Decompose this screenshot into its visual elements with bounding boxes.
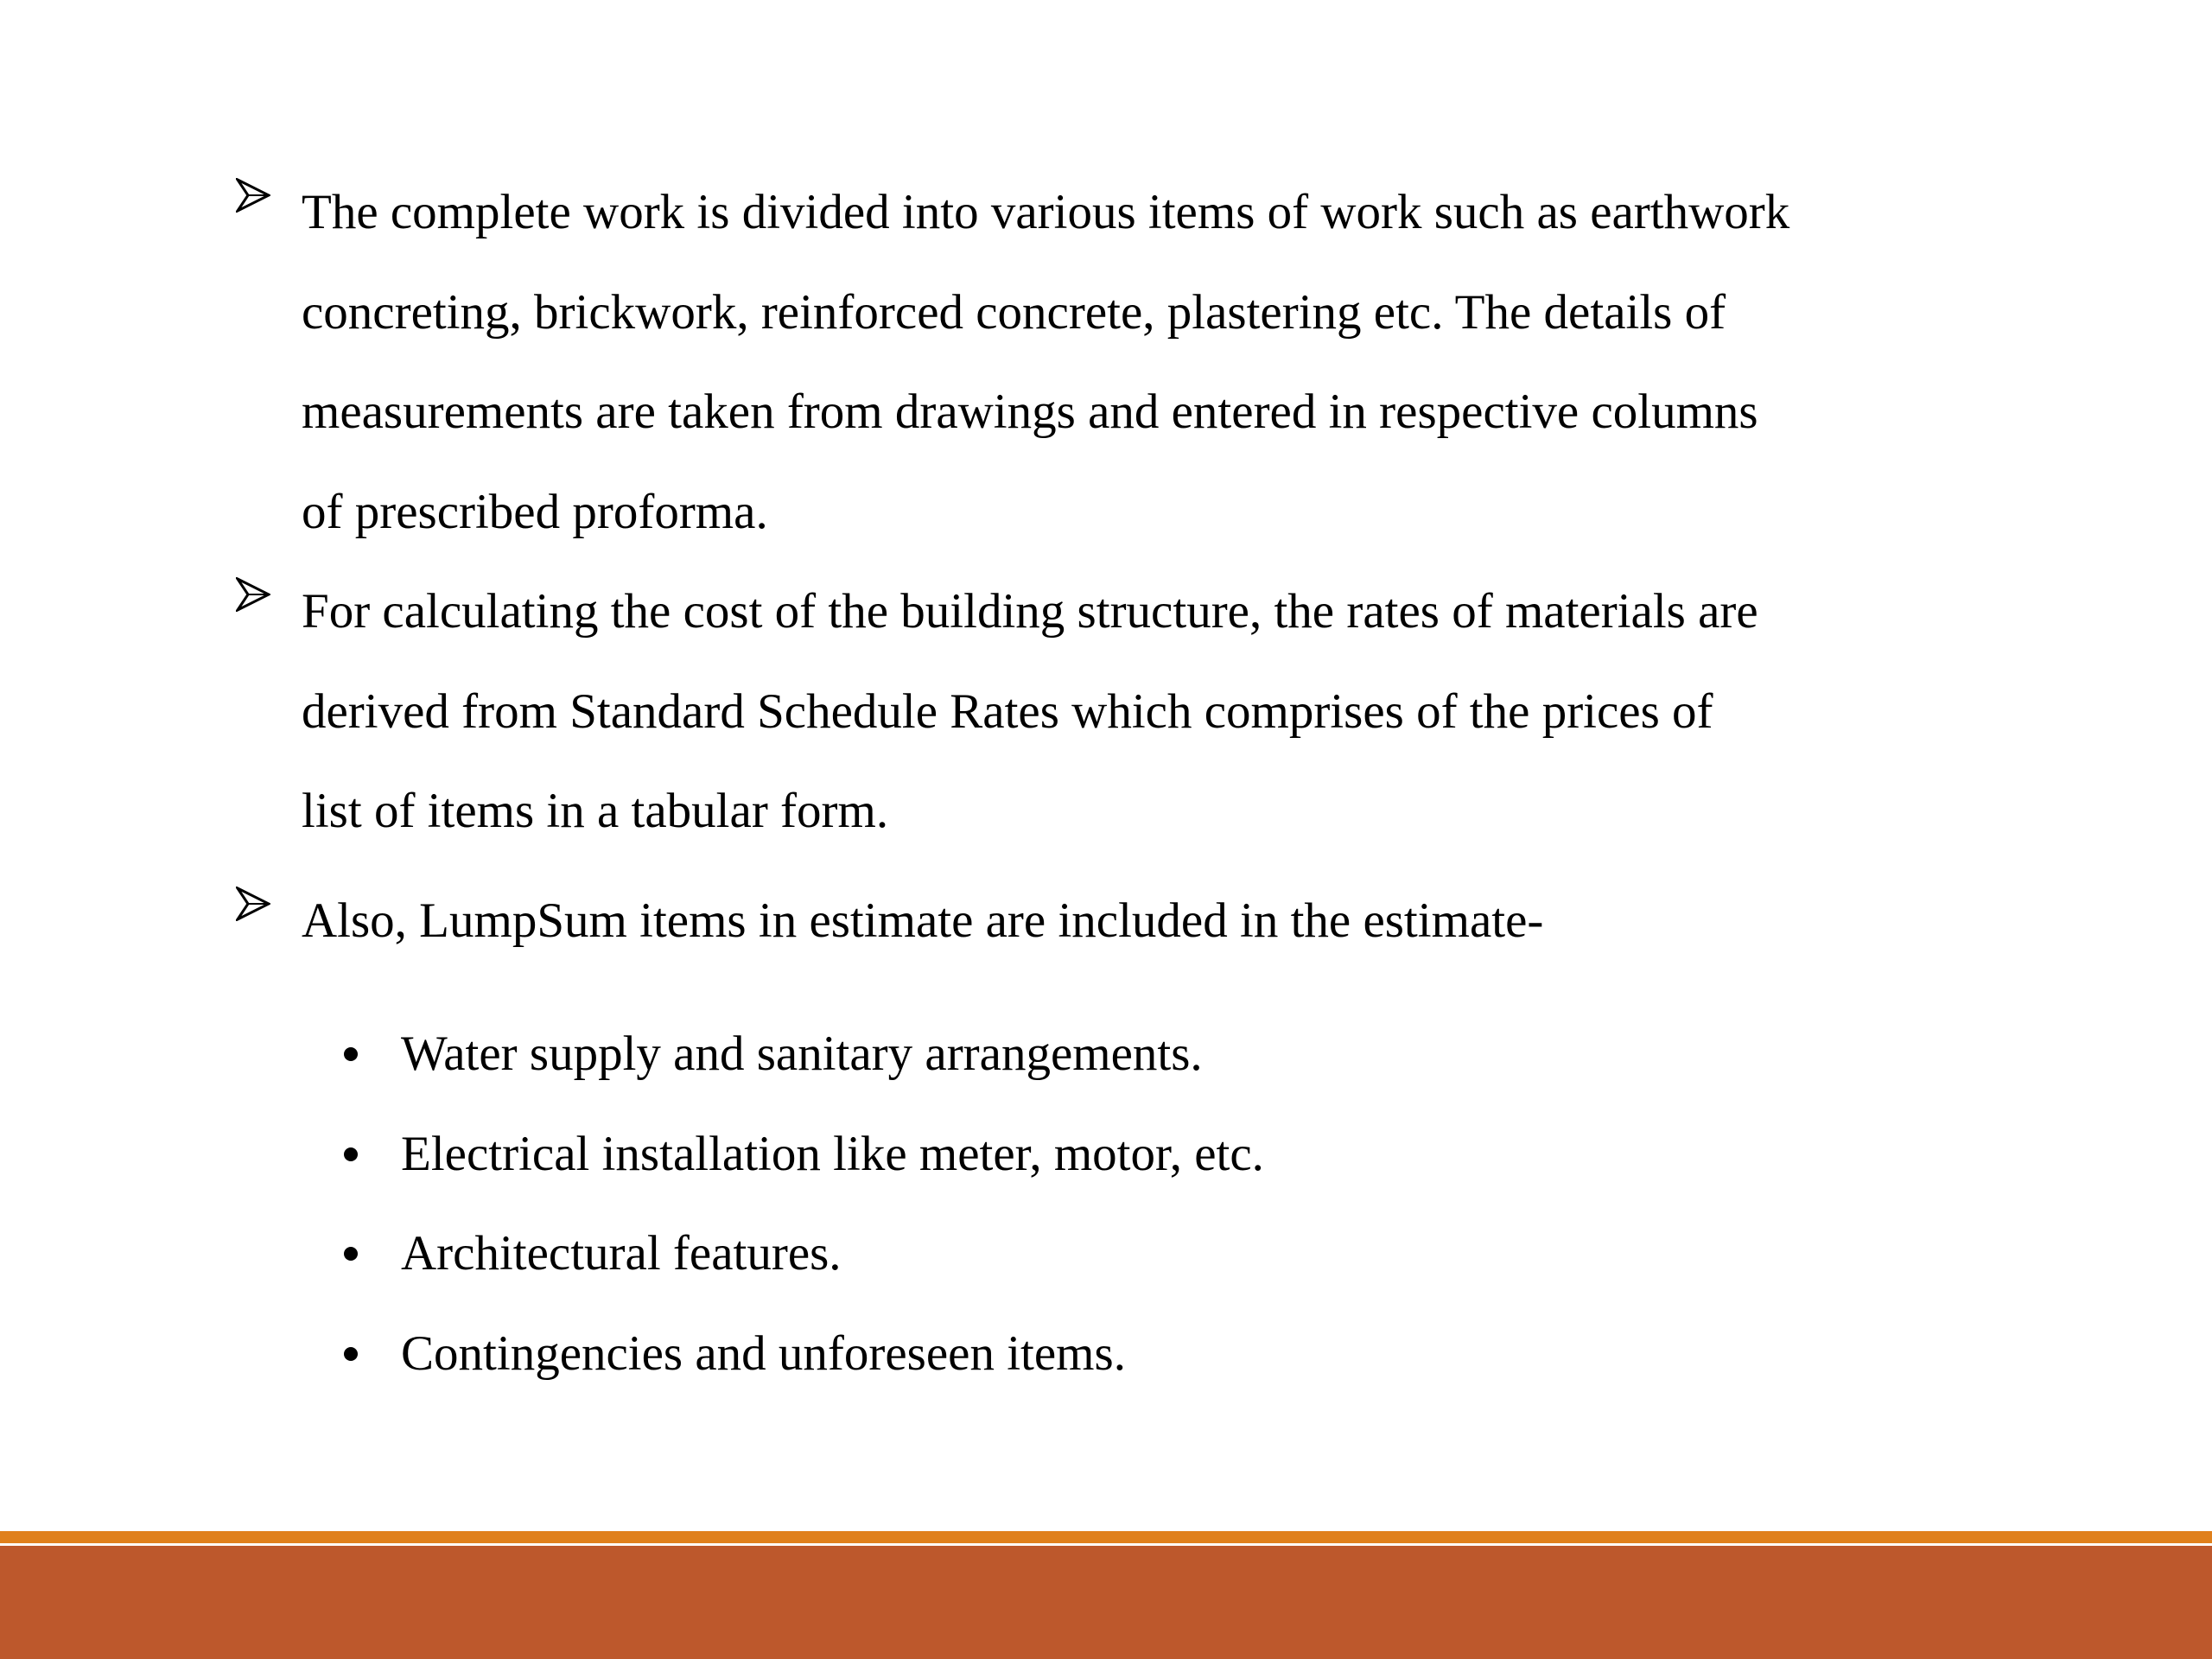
bullet-line: of prescribed proforma. <box>302 484 768 539</box>
bullet-line: The complete work is divided into various items of work such as earthwork <box>302 185 1790 239</box>
arrowhead-bullet-icon <box>236 577 270 612</box>
arrowhead-bullet-icon <box>236 887 270 921</box>
sub-bullet-text: Water supply and sanitary arrangements. <box>401 1027 1203 1081</box>
sub-bullet-item <box>344 1020 1554 1089</box>
filled-circle-bullet-icon <box>344 1147 358 1161</box>
filled-circle-bullet-icon <box>344 1047 358 1061</box>
sub-bullet-text: Architectural features. <box>401 1226 842 1281</box>
bullet-text <box>302 871 2012 971</box>
bullet-text <box>302 562 2012 861</box>
sub-bullet-item <box>344 1219 1554 1288</box>
bullet-line: concreting, brickwork, reinforced concrete, plastering etc. The details of <box>302 284 1726 340</box>
bullet-item-rates <box>236 562 1990 861</box>
bullet-item-work-items <box>236 162 1990 562</box>
arrowhead-bullet-icon <box>236 178 270 213</box>
sub-bullet-item <box>344 1120 1554 1189</box>
bullet-text <box>302 162 2012 562</box>
footer-accent-line <box>0 1531 2212 1543</box>
bullet-line: derived from Standard Schedule Rates which comprises of the prices of <box>302 683 1713 739</box>
bullet-line: measurements are taken from drawings and entered in respective columns <box>302 385 1758 439</box>
filled-circle-bullet-icon <box>344 1347 358 1361</box>
sub-bullet-item <box>344 1319 1554 1389</box>
footer-band <box>0 1546 2212 1659</box>
bullet-line: list of items in a tabular form. <box>302 784 889 838</box>
filled-circle-bullet-icon <box>344 1247 358 1261</box>
bullet-line: Also, LumpSum items in estimate are included in the estimate- <box>302 893 1544 948</box>
sub-bullet-text: Electrical installation like meter, motor, etc. <box>401 1127 1264 1181</box>
sub-bullet-text: Contingencies and unforeseen items. <box>401 1326 1126 1381</box>
bullet-item-lumpsum <box>236 871 1990 971</box>
bullet-line: For calculating the cost of the building structure, the rates of materials are <box>302 584 1758 639</box>
